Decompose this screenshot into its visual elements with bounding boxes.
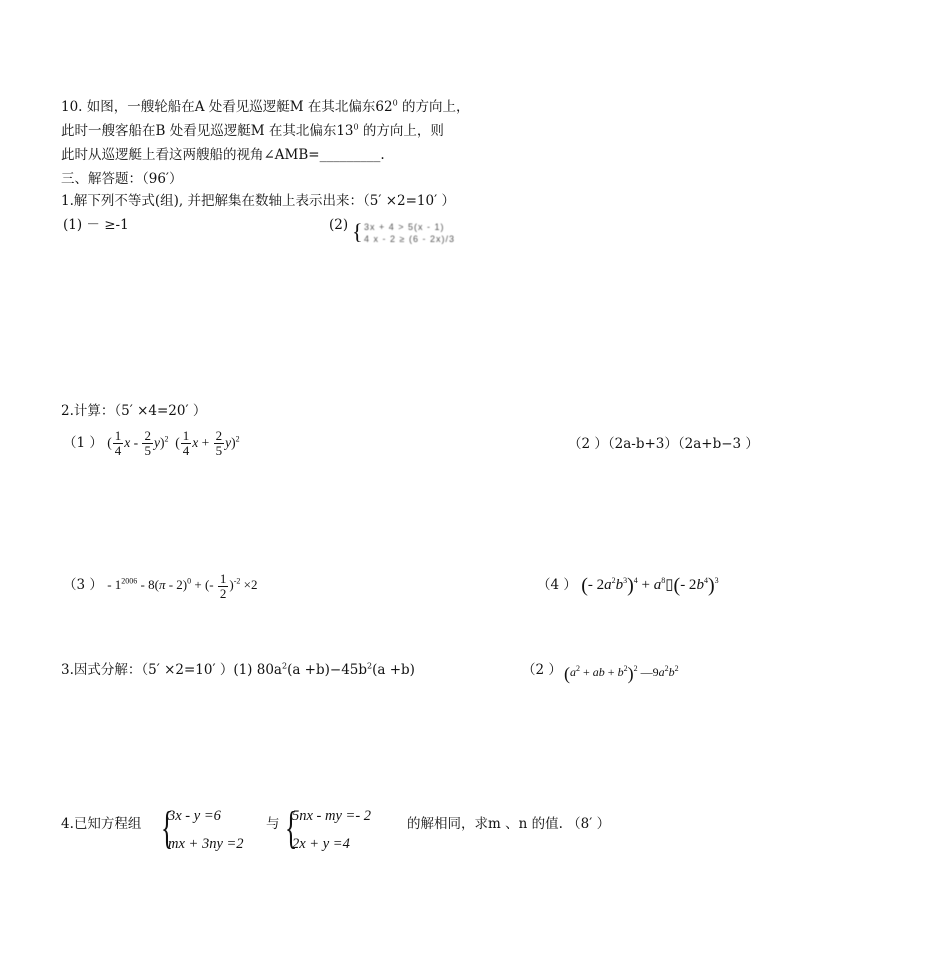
problem-2-part-1: [63, 428, 240, 468]
problem-3-tail: (a +b): [372, 662, 415, 678]
problem-3-part-2-expression: ($a^2$ + ab + $b^2)^2$ $—9a^2b^2$: [564, 663, 679, 684]
problem-3-part-2-label: （2 ）: [522, 662, 562, 678]
q10-line-1-tail: 的方向上，: [397, 99, 470, 115]
problem-2-part-4: [537, 570, 719, 600]
expression-3: - $1^{2006} - 8(\pi - 2)^0$ + (- $\frac{1}{2}$ )$^{-2}$ ×2: [107, 570, 258, 601]
expression-1: ( $\frac{1}{4}$ x - $\frac{2}{5}$ y)$^2$ ( $\frac{1}{4}$ x + $\frac{2}{5}$ y)$^2$: [107, 428, 240, 459]
q10-line-2: [61, 123, 444, 139]
system-line-2: 4 x - 2 ≥ (6 - 2x)/3: [364, 234, 455, 244]
system-1-line-2: mx + 3ny =2: [168, 836, 244, 852]
section-heading: 三、解答题：（96′）: [61, 171, 183, 187]
degree-mark: 0: [353, 122, 359, 132]
problem-2-part-3: [63, 570, 258, 610]
problem-4-connector: 与: [266, 816, 280, 832]
system-2-line-2: 2x + y =4: [292, 836, 350, 852]
system-line-1: 3x + 4 > 5(x - 1): [364, 222, 445, 232]
problem-2-title: 2.计算：（5′ ×4=20′ ）: [61, 403, 207, 419]
system-1-line-1: 3x - y =6: [168, 808, 221, 824]
brace-icon: {: [352, 219, 363, 244]
degree-mark: 0: [392, 98, 398, 108]
problem-1-part-1: (1) － ≥-1: [63, 217, 129, 233]
q10-line-1-text: 10. 如图，一艘轮船在A 处看见巡逻艇M 在其北偏东62: [61, 99, 393, 115]
problem-2-part-2: （2 ）（2a-b+3）（2a+b−3 ）: [568, 436, 759, 452]
part-label: （1 ）: [63, 435, 103, 451]
q10-line-2-tail: 的方向上，则: [358, 123, 444, 139]
expression-4: (- $2a^2b^3)^4$ + $a^8▯(-$ $2b^4)^3$: [581, 574, 719, 597]
problem-3-text: 3.因式分解：（5′ ×2=10′ ）(1) 80a: [61, 662, 282, 678]
q10-line-2-text: 此时一艘客船在B 处看见巡逻艇M 在其北偏东13: [61, 123, 354, 139]
problem-1-title: 1.解下列不等式(组), 并把解集在数轴上表示出来：（5′ ×2=10′ ）: [61, 193, 455, 209]
brace-icon: {: [160, 802, 174, 853]
problem-3-title: 3.因式分解：（5′ ×2=10′ ）(1) $80a^2(a +b)-45b^2(a +b)$: [61, 661, 415, 678]
brace-icon: {: [284, 802, 298, 853]
part-label: （4 ）: [537, 577, 577, 593]
part-label: （3 ）: [63, 577, 103, 593]
problem-1-part-2-label: (2): [329, 217, 349, 233]
q10-line-1: [61, 99, 469, 115]
problem-4-prefix: 4.已知方程组: [61, 816, 142, 832]
problem-3-mid: (a +b)−45b: [287, 662, 368, 678]
q10-line-3: 此时从巡逻艇上看这两艘船的视角∠AMB=_________.: [61, 147, 385, 163]
system-2-line-1: 5nx - my =- 2: [292, 808, 372, 824]
problem-4-tail: 的解相同，求m 、n 的值. （8′ ）: [407, 816, 611, 832]
